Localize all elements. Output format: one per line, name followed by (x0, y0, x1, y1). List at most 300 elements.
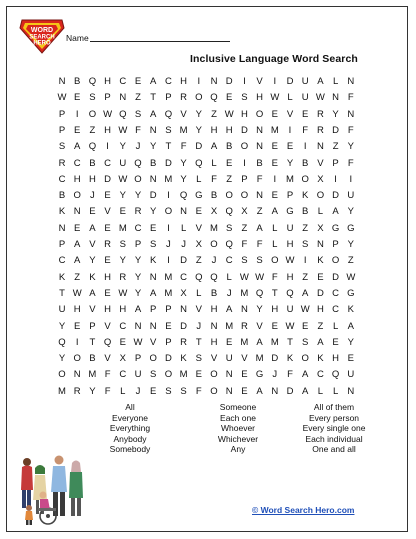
grid-letter[interactable]: O (255, 108, 264, 120)
grid-letter[interactable]: B (89, 157, 96, 169)
grid-letter[interactable]: N (316, 239, 324, 250)
grid-letter[interactable]: E (226, 157, 233, 169)
grid-letter[interactable]: M (225, 320, 234, 332)
grid-letter[interactable]: I (349, 173, 353, 185)
grid-letter[interactable]: H (104, 76, 112, 87)
grid-letter[interactable]: J (135, 385, 141, 397)
grid-letter[interactable]: Z (332, 141, 339, 153)
grid-letter[interactable]: Y (134, 287, 142, 299)
grid-letter[interactable]: F (241, 239, 248, 250)
grid-letter[interactable]: Y (119, 255, 126, 267)
grid-letter[interactable]: J (272, 369, 278, 381)
grid-letter[interactable]: V (256, 76, 263, 87)
grid-letter[interactable]: Y (286, 157, 294, 169)
grid-letter[interactable]: C (119, 369, 127, 381)
grid-letter[interactable]: D (164, 157, 172, 169)
grid-letter[interactable]: E (150, 385, 157, 397)
grid-letter[interactable]: X (317, 173, 324, 185)
grid-letter[interactable]: M (58, 385, 66, 397)
grid-letter[interactable]: E (150, 222, 157, 234)
grid-letter[interactable]: S (302, 239, 309, 250)
grid-letter[interactable]: S (241, 255, 248, 267)
grid-letter[interactable]: U (301, 76, 309, 87)
grid-letter[interactable]: Z (347, 255, 354, 267)
grid-letter[interactable]: M (270, 336, 279, 348)
grid-letter[interactable]: D (316, 287, 324, 299)
grid-letter[interactable]: H (240, 108, 248, 120)
grid-letter[interactable]: M (164, 271, 173, 283)
grid-letter[interactable]: H (88, 173, 96, 185)
grid-letter[interactable]: F (256, 173, 263, 185)
grid-letter[interactable]: D (286, 385, 294, 397)
grid-letter[interactable]: L (180, 222, 187, 234)
grid-letter[interactable]: Q (134, 157, 142, 169)
grid-letter[interactable]: Y (89, 255, 96, 267)
grid-letter[interactable]: Q (88, 141, 97, 153)
grid-letter[interactable]: C (180, 271, 188, 283)
grid-letter[interactable]: O (164, 369, 173, 381)
grid-letter[interactable]: Y (119, 190, 126, 202)
grid-letter[interactable]: R (240, 320, 248, 332)
grid-letter[interactable]: J (90, 190, 95, 202)
grid-letter[interactable]: B (302, 157, 309, 169)
grid-letter[interactable]: K (317, 353, 324, 365)
grid-letter[interactable]: E (195, 369, 202, 381)
grid-letter[interactable]: O (73, 190, 81, 202)
grid-letter[interactable]: U (225, 353, 233, 365)
grid-letter[interactable]: H (104, 304, 112, 316)
grid-letter[interactable]: Z (226, 173, 233, 185)
grid-letter[interactable]: F (211, 173, 217, 185)
grid-letter[interactable]: E (317, 271, 324, 283)
grid-letter[interactable]: A (302, 385, 309, 397)
grid-letter[interactable]: A (89, 222, 96, 234)
grid-letter[interactable]: W (118, 124, 128, 136)
grid-letter[interactable]: O (134, 173, 142, 185)
grid-letter[interactable]: S (150, 369, 157, 381)
grid-letter[interactable]: P (134, 353, 142, 365)
grid-letter[interactable]: S (195, 353, 202, 365)
grid-letter[interactable]: C (332, 304, 340, 316)
grid-letter[interactable]: M (210, 222, 218, 234)
grid-letter[interactable]: K (180, 353, 187, 365)
grid-letter[interactable]: E (271, 190, 278, 202)
grid-letter[interactable]: A (74, 239, 81, 250)
grid-letter[interactable]: L (211, 157, 217, 169)
grid-letter[interactable]: N (58, 76, 66, 87)
grid-letter[interactable]: J (181, 239, 186, 250)
grid-letter[interactable]: T (150, 92, 157, 104)
grid-letter[interactable]: F (302, 124, 309, 136)
grid-letter[interactable]: T (195, 336, 202, 348)
grid-letter[interactable]: Y (332, 108, 339, 120)
grid-letter[interactable]: J (135, 141, 141, 153)
grid-letter[interactable]: L (272, 222, 278, 234)
grid-letter[interactable]: R (180, 336, 188, 348)
grid-letter[interactable]: Z (317, 320, 324, 332)
grid-letter[interactable]: Y (180, 157, 187, 169)
grid-letter[interactable]: A (256, 222, 263, 234)
grid-letter[interactable]: V (286, 108, 294, 120)
grid-letter[interactable]: C (164, 76, 172, 87)
grid-letter[interactable]: L (317, 206, 324, 218)
grid-letter[interactable]: L (120, 385, 126, 397)
grid-letter[interactable]: Y (119, 141, 126, 153)
grid-letter[interactable]: E (241, 369, 248, 381)
grid-letter[interactable]: K (317, 255, 324, 267)
grid-letter[interactable]: V (104, 353, 111, 365)
grid-letter[interactable]: R (316, 124, 324, 136)
grid-letter[interactable]: C (73, 157, 81, 169)
grid-letter[interactable]: B (302, 206, 309, 218)
grid-letter[interactable]: D (225, 76, 233, 87)
grid-letter[interactable]: I (243, 157, 246, 169)
grid-letter[interactable]: F (347, 157, 354, 169)
grid-letter[interactable]: Q (210, 92, 218, 104)
grid-letter[interactable]: E (271, 157, 278, 169)
grid-letter[interactable]: F (347, 124, 354, 136)
grid-letter[interactable]: O (331, 255, 340, 267)
grid-letter[interactable]: D (332, 271, 340, 283)
grid-letter[interactable]: M (88, 369, 97, 381)
grid-letter[interactable]: A (302, 287, 309, 299)
grid-letter[interactable]: E (104, 190, 111, 202)
grid-letter[interactable]: R (58, 157, 66, 169)
grid-letter[interactable]: N (149, 320, 157, 332)
grid-letter[interactable]: S (180, 385, 187, 397)
grid-letter[interactable]: P (165, 92, 172, 104)
grid-letter[interactable]: B (58, 190, 66, 202)
grid-letter[interactable]: D (180, 320, 188, 332)
grid-letter[interactable]: Q (179, 190, 188, 202)
grid-letter[interactable]: Q (58, 336, 66, 348)
grid-letter[interactable]: N (180, 206, 188, 218)
grid-letter[interactable]: E (104, 222, 111, 234)
grid-letter[interactable]: Y (347, 239, 354, 250)
grid-letter[interactable]: Q (255, 287, 264, 299)
grid-letter[interactable]: I (243, 76, 246, 87)
grid-letter[interactable]: I (167, 190, 170, 202)
grid-letter[interactable]: A (150, 108, 157, 120)
grid-letter[interactable]: Z (302, 271, 309, 283)
grid-letter[interactable]: X (180, 287, 187, 299)
grid-letter[interactable]: N (149, 173, 157, 185)
grid-letter[interactable]: E (302, 108, 309, 120)
grid-letter[interactable]: N (347, 385, 355, 397)
grid-letter[interactable]: W (300, 304, 310, 316)
grid-letter[interactable]: N (58, 222, 66, 234)
grid-letter[interactable]: E (271, 108, 278, 120)
grid-letter[interactable]: B (210, 287, 218, 299)
grid-letter[interactable]: G (347, 222, 355, 234)
grid-letter[interactable]: S (241, 92, 248, 104)
grid-letter[interactable]: D (332, 190, 340, 202)
grid-letter[interactable]: N (119, 92, 127, 104)
grid-letter[interactable]: Q (195, 271, 203, 283)
grid-letter[interactable]: N (240, 304, 248, 316)
grid-letter[interactable]: E (226, 336, 233, 348)
grid-letter[interactable]: K (347, 304, 354, 316)
grid-letter[interactable]: G (347, 287, 355, 299)
grid-letter[interactable]: N (73, 369, 81, 381)
grid-letter[interactable]: E (104, 255, 111, 267)
grid-letter[interactable]: A (74, 255, 81, 267)
grid-letter[interactable]: N (332, 92, 340, 104)
grid-letter[interactable]: L (317, 385, 324, 397)
grid-letter[interactable]: V (195, 222, 202, 234)
grid-letter[interactable]: Q (119, 108, 127, 120)
grid-letter[interactable]: E (119, 336, 126, 348)
grid-letter[interactable]: E (271, 141, 278, 153)
grid-letter[interactable]: I (197, 76, 201, 87)
grid-letter[interactable]: E (134, 76, 142, 87)
grid-letter[interactable]: P (104, 92, 111, 104)
grid-letter[interactable]: O (210, 239, 218, 250)
grid-letter[interactable]: Q (331, 369, 340, 381)
grid-letter[interactable]: K (286, 353, 294, 365)
grid-letter[interactable]: N (271, 385, 279, 397)
grid-letter[interactable]: E (74, 124, 81, 136)
grid-letter[interactable]: Q (225, 206, 233, 218)
grid-letter[interactable]: O (271, 255, 279, 267)
grid-letter[interactable]: F (271, 271, 278, 283)
grid-letter[interactable]: V (256, 320, 263, 332)
grid-letter[interactable]: T (271, 287, 278, 299)
grid-letter[interactable]: A (317, 336, 324, 348)
grid-letter[interactable]: U (347, 190, 355, 202)
grid-letter[interactable]: D (195, 141, 203, 153)
grid-letter[interactable]: I (106, 141, 109, 153)
grid-letter[interactable]: Y (150, 141, 157, 153)
grid-letter[interactable]: J (226, 287, 232, 299)
grid-letter[interactable]: O (195, 92, 203, 104)
grid-letter[interactable]: Z (211, 108, 217, 120)
grid-letter[interactable]: O (240, 141, 249, 153)
grid-letter[interactable]: I (75, 336, 79, 348)
grid-letter[interactable]: E (104, 287, 111, 299)
grid-letter[interactable]: I (75, 108, 79, 120)
grid-letter[interactable]: P (58, 124, 66, 136)
grid-letter[interactable]: Y (134, 190, 142, 202)
grid-letter[interactable]: S (165, 124, 172, 136)
name-field-line[interactable] (90, 41, 230, 42)
grid-letter[interactable]: L (287, 92, 293, 104)
grid-letter[interactable]: N (316, 141, 324, 153)
grid-letter[interactable]: Y (347, 141, 354, 153)
grid-letter[interactable]: K (302, 190, 309, 202)
grid-letter[interactable]: Y (195, 108, 202, 120)
grid-letter[interactable]: Q (195, 157, 203, 169)
grid-letter[interactable]: O (164, 206, 173, 218)
grid-letter[interactable]: C (58, 255, 66, 267)
grid-letter[interactable]: N (149, 124, 157, 136)
grid-letter[interactable]: Z (74, 271, 81, 283)
grid-letter[interactable]: U (347, 369, 355, 381)
grid-letter[interactable]: C (119, 76, 127, 87)
copyright-link[interactable]: © Word Search Hero.com (252, 505, 355, 515)
grid-letter[interactable]: I (167, 222, 170, 234)
grid-letter[interactable]: C (332, 287, 340, 299)
grid-letter[interactable]: H (271, 304, 279, 316)
grid-letter[interactable]: W (315, 92, 325, 104)
grid-letter[interactable]: E (74, 320, 81, 332)
grid-letter[interactable]: V (104, 206, 111, 218)
grid-letter[interactable]: W (285, 320, 295, 332)
grid-letter[interactable]: O (301, 173, 309, 185)
grid-letter[interactable]: N (225, 385, 233, 397)
grid-letter[interactable]: E (74, 92, 81, 104)
grid-letter[interactable]: D (149, 190, 157, 202)
grid-letter[interactable]: T (59, 287, 65, 299)
grid-letter[interactable]: F (104, 369, 111, 381)
grid-letter[interactable]: H (180, 76, 188, 87)
grid-letter[interactable]: N (347, 108, 355, 120)
grid-letter[interactable]: C (104, 157, 112, 169)
grid-letter[interactable]: N (347, 76, 355, 87)
grid-letter[interactable]: M (179, 124, 188, 136)
grid-letter[interactable]: A (332, 206, 339, 218)
grid-letter[interactable]: H (73, 304, 81, 316)
grid-letter[interactable]: Q (103, 336, 112, 348)
grid-letter[interactable]: Z (241, 222, 248, 234)
grid-letter[interactable]: R (180, 92, 188, 104)
grid-letter[interactable]: F (135, 124, 141, 136)
grid-letter[interactable]: Y (58, 320, 66, 332)
grid-letter[interactable]: V (317, 157, 324, 169)
grid-letter[interactable]: G (286, 206, 294, 218)
grid-letter[interactable]: W (239, 271, 249, 283)
grid-letter[interactable]: W (133, 336, 143, 348)
grid-letter[interactable]: Z (256, 206, 263, 218)
grid-letter[interactable]: H (225, 124, 233, 136)
grid-letter[interactable]: V (210, 353, 218, 365)
grid-letter[interactable]: Y (58, 353, 66, 365)
grid-letter[interactable]: P (150, 304, 157, 316)
grid-letter[interactable]: L (332, 320, 339, 332)
grid-letter[interactable]: A (256, 336, 263, 348)
grid-letter[interactable]: V (241, 353, 248, 365)
grid-letter[interactable]: P (58, 239, 66, 250)
grid-letter[interactable]: G (331, 222, 340, 234)
grid-letter[interactable]: U (301, 92, 309, 104)
grid-letter[interactable]: L (196, 173, 202, 185)
grid-letter[interactable]: R (316, 108, 324, 120)
grid-letter[interactable]: O (88, 108, 97, 120)
grid-letter[interactable]: S (134, 108, 142, 120)
grid-letter[interactable]: K (150, 255, 157, 267)
grid-letter[interactable]: P (332, 239, 339, 250)
grid-letter[interactable]: Q (210, 271, 218, 283)
grid-letter[interactable]: O (58, 369, 66, 381)
grid-letter[interactable]: H (119, 304, 127, 316)
grid-letter[interactable]: W (72, 287, 82, 299)
grid-letter[interactable]: L (332, 76, 339, 87)
grid-letter[interactable]: N (210, 76, 218, 87)
grid-letter[interactable]: T (89, 336, 96, 348)
grid-letter[interactable]: A (89, 287, 96, 299)
grid-letter[interactable]: Y (347, 336, 354, 348)
grid-letter[interactable]: P (58, 108, 66, 120)
grid-letter[interactable]: I (167, 255, 170, 267)
grid-letter[interactable]: A (271, 206, 278, 218)
grid-letter[interactable]: Y (256, 304, 263, 316)
grid-letter[interactable]: S (150, 239, 157, 250)
grid-letter[interactable]: B (89, 353, 96, 365)
grid-letter[interactable]: Y (134, 255, 142, 267)
grid-letter[interactable]: A (150, 76, 157, 87)
grid-letter[interactable]: F (195, 385, 202, 397)
grid-letter[interactable]: L (272, 239, 278, 250)
grid-letter[interactable]: D (271, 353, 279, 365)
grid-letter[interactable]: T (287, 336, 293, 348)
grid-letter[interactable]: P (286, 190, 294, 202)
grid-letter[interactable]: E (286, 141, 294, 153)
grid-letter[interactable]: P (165, 304, 172, 316)
grid-letter[interactable]: Z (135, 92, 141, 104)
grid-letter[interactable]: U (119, 157, 127, 169)
grid-letter[interactable]: X (195, 239, 202, 250)
grid-letter[interactable]: I (303, 255, 307, 267)
grid-letter[interactable]: M (240, 287, 249, 299)
grid-letter[interactable]: G (255, 369, 264, 381)
grid-letter[interactable]: H (256, 92, 264, 104)
grid-letter[interactable]: Q (88, 76, 97, 87)
grid-letter[interactable]: V (89, 304, 96, 316)
grid-letter[interactable]: R (134, 206, 142, 218)
grid-letter[interactable]: S (256, 255, 263, 267)
grid-letter[interactable]: M (118, 222, 127, 234)
grid-letter[interactable]: W (103, 108, 113, 120)
grid-letter[interactable]: A (302, 369, 309, 381)
grid-letter[interactable]: A (347, 320, 354, 332)
grid-letter[interactable]: H (210, 304, 218, 316)
grid-letter[interactable]: L (332, 385, 339, 397)
grid-letter[interactable]: O (316, 190, 325, 202)
grid-letter[interactable]: R (73, 385, 81, 397)
grid-letter[interactable]: N (256, 141, 264, 153)
grid-letter[interactable]: J (166, 239, 171, 250)
grid-letter[interactable]: M (255, 353, 264, 365)
grid-letter[interactable]: E (302, 320, 309, 332)
grid-letter[interactable]: X (317, 222, 324, 234)
grid-letter[interactable]: V (150, 336, 157, 348)
grid-letter[interactable]: N (73, 206, 81, 218)
grid-letter[interactable]: Q (164, 108, 173, 120)
grid-letter[interactable]: D (286, 76, 294, 87)
grid-letter[interactable]: Z (195, 255, 202, 267)
grid-letter[interactable]: X (119, 353, 126, 365)
grid-letter[interactable]: L (196, 287, 202, 299)
grid-letter[interactable]: N (256, 190, 264, 202)
grid-letter[interactable]: K (58, 271, 66, 283)
grid-letter[interactable]: N (256, 124, 264, 136)
grid-letter[interactable]: C (134, 222, 142, 234)
grid-letter[interactable]: V (104, 320, 111, 332)
grid-letter[interactable]: E (332, 336, 339, 348)
grid-letter[interactable]: D (164, 353, 172, 365)
grid-letter[interactable]: J (196, 320, 202, 332)
grid-letter[interactable]: V (89, 239, 96, 250)
grid-letter[interactable]: U (286, 222, 294, 234)
grid-letter[interactable]: H (286, 239, 294, 250)
grid-letter[interactable]: H (210, 336, 218, 348)
grid-letter[interactable]: H (104, 271, 112, 283)
grid-letter[interactable]: D (104, 173, 112, 185)
grid-letter[interactable]: V (195, 304, 202, 316)
grid-letter[interactable]: N (180, 304, 188, 316)
grid-letter[interactable]: U (58, 304, 66, 316)
grid-letter[interactable]: D (180, 255, 188, 267)
